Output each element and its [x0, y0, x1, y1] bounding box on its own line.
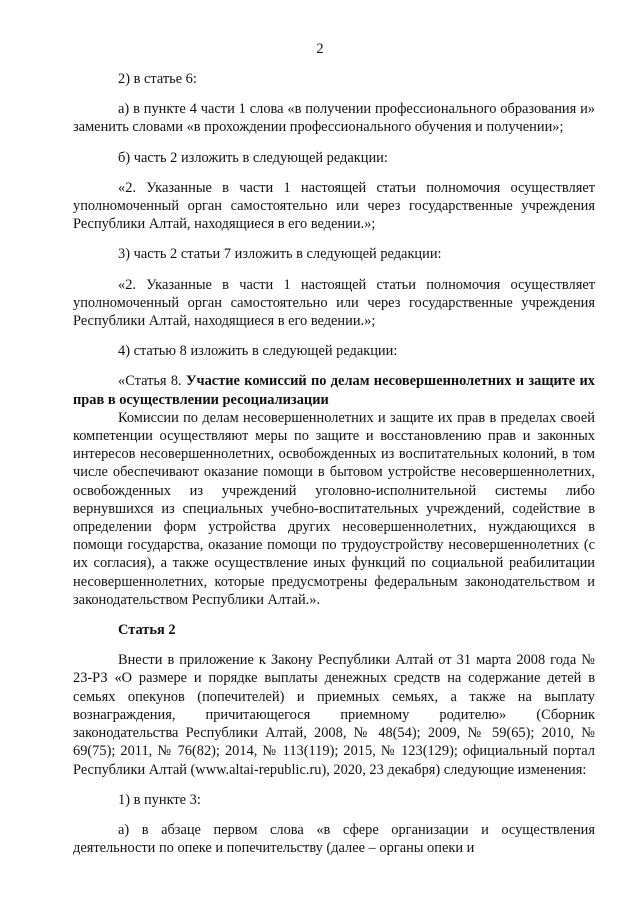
paragraph-article6-item-a: а) в пункте 4 части 1 слова «в получении профессионального образования и» заменить словами «в прохождении профессионального обучения и получении»; [73, 101, 595, 136]
paragraph-article7-intro: 3) часть 2 статьи 7 изложить в следующей редакции: [118, 246, 442, 263]
article8-heading [73, 372, 595, 408]
article2-text: Внести в приложение к Закону Республики Алтай от 31 марта 2008 года № 23-РЗ «О размере и порядке выплаты денежных средств на содержание детей в семьях опекунов (попечителей) и приемных семьях, а также на выплату вознаграждения, причитающегося приемному родителю» (Сборник законодательства Республики Алтай, 2008, № 48(54); 2009, № 59(65); 2010, № 69(75); 2011, № 76(82); 2014, № 113(119); 2015, № 123(129); официальный портал Республики Алтай (www.altai-republic.ru), 2020, 23 декабря) следующие изменения: [73, 652, 595, 778]
paragraph-article6-item-b: б) часть 2 изложить в следующей редакции: [118, 149, 388, 166]
article2-item1: 1) в пункте 3: [118, 791, 201, 808]
paragraph-article8-intro: 4) статью 8 изложить в следующей редакции: [118, 343, 398, 360]
page-number: 2 [316, 41, 324, 57]
article8-prefix: «Статья 8. [118, 373, 186, 390]
document-body [73, 70, 595, 857]
article8-title: Участие комиссий по делам несовершеннолетних и защите их прав в осуществлении ресоциализации [73, 373, 596, 408]
article2-item1a: а) в абзаце первом слова «в сфере организации и осуществления деятельности по опеке и попечительству (далее – органы опеки и [73, 821, 595, 857]
paragraph-quote-article7: «2. Указанные в части 1 настоящей статьи полномочия осуществляет уполномоченный орган самостоятельно или через государственные учреждения Республики Алтай, находящиеся в его ведении.»; [73, 276, 595, 330]
article2-heading: Статья 2 [118, 622, 176, 639]
paragraph-article6-intro: 2) в статье 6: [118, 71, 197, 87]
paragraph-quote-part2: «2. Указанные в части 1 настоящей статьи полномочия осуществляет уполномоченный орган самостоятельно или через государственные учреждения Республики Алтай, находящиеся в его ведении.»; [73, 179, 595, 233]
article8-text: Комиссии по делам несовершеннолетних и защите их прав в пределах своей компетенции осуществляют меры по защите и восстановлению прав и законных интересов несовершеннолетних, освобожденных из воспитательных колоний, в том числе обеспечивают оказание помощи в бытовом устройстве несовершеннолетних, освобожденных из учреждений уголовно-исполнительной системы либо вернувшихся из специальных учебно-воспитательных учреждений, содействие в определении форм устройства других несовершеннолетних, нуждающихся в помощи государства, оказание помощи по трудоустройству несовершеннолетних (с их согласия), а также осуществление иных функций по социальной реабилитации несовершеннолетних, которые предусмотрены федеральным законодательством и законодательством Республики Алтай.». [73, 409, 595, 608]
